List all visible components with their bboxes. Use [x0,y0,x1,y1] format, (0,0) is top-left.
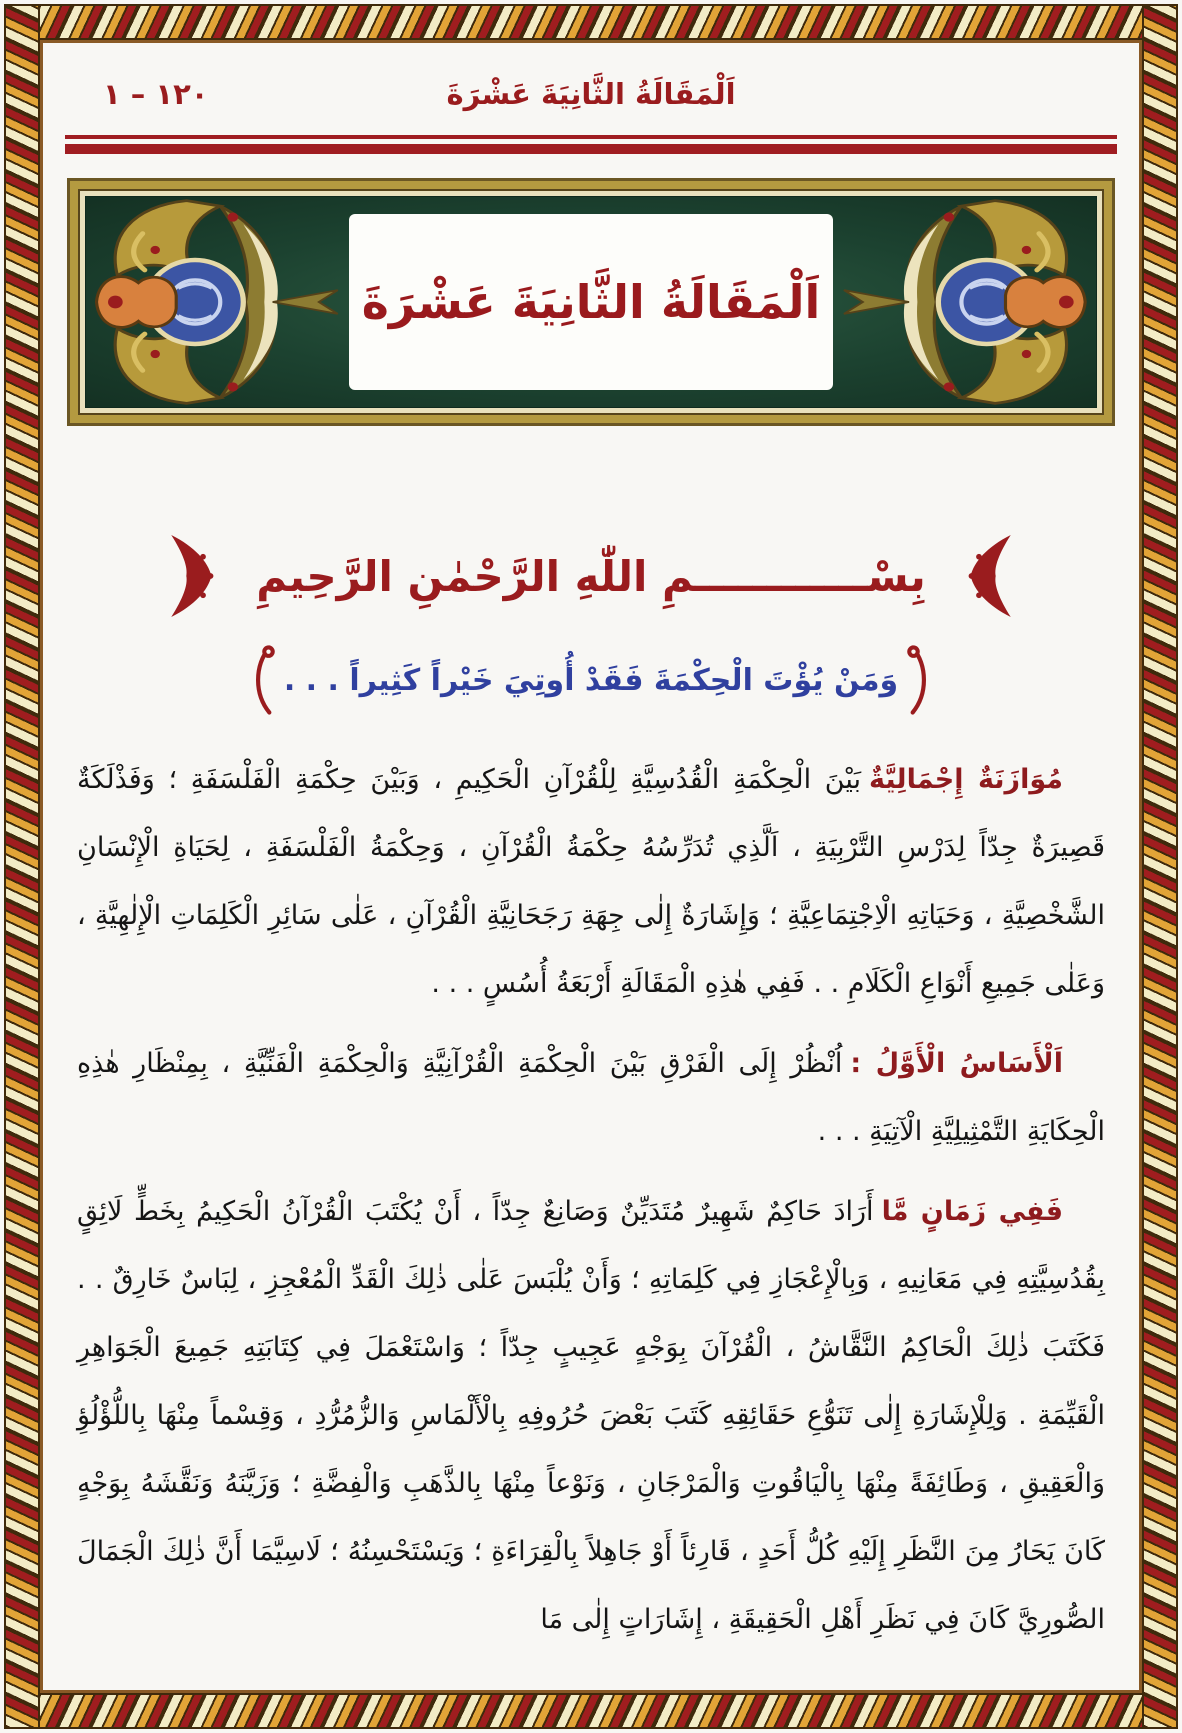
basmala-text: بِسْــــــــــــمِ اللّٰهِ الرَّحْمٰنِ الرَّحِيمِ [256,551,926,601]
paragraph [77,746,1105,1018]
quran-verse [63,644,1119,716]
decorative-border-left [4,4,40,1729]
decorative-border-right [1142,4,1178,1729]
header-rule-thin [65,135,1117,139]
basmala-flourish-left-icon [166,530,220,622]
paragraph-lead: مُوَازَنَةٌ إِجْمَالِيَّةٌ [869,764,1064,795]
arabesque-ornament-right-icon [823,197,1096,407]
chapter-title: اَلْمَقَالَةُ الثَّانِيَةَ عَشْرَةَ [361,275,821,329]
paragraph-lead: فَفِي زَمَانٍ مَّا [881,1196,1063,1227]
page-content [43,43,1139,1690]
paragraph [77,1178,1105,1654]
panel-cream-line [78,189,1104,415]
quran-verse-text: وَمَنْ يُؤْتَ الْحِكْمَةَ فَقَدْ أُوتِيَ خَيْراً كَثِيراً . . . [283,662,899,698]
panel-title-cartouche [349,214,834,390]
page-number: ١٢٠ – ١ [103,77,209,111]
running-title: اَلْمَقَالَةُ الثَّانِيَةَ عَشْرَةَ [446,77,736,111]
decorative-border-top [4,4,1178,40]
basmala [63,530,1119,622]
paragraph-body: اُنْظُرْ إِلَى الْفَرْقِ بَيْنَ الْحِكْمَةِ الْقُرْآنِيَّةِ وَالْحِكْمَةِ الْفَنِّيَّةِ ، بِمِنْظَارِ هٰذِهِ الْحِكَايَةِ التَّمْثِيلِيَّةِ الْآتِيَةِ . . . [77,1048,1105,1147]
panel-gold-frame [67,178,1115,426]
paragraph [77,1030,1105,1166]
chapter-title-panel [67,178,1115,426]
arabesque-ornament-left-icon [86,197,359,407]
quranic-bracket-open-icon [906,644,936,716]
paragraph-body: بَيْنَ الْحِكْمَةِ الْقُدُسِيَّةِ لِلْقُرْآنِ الْحَكِيمِ ، وَبَيْنَ حِكْمَةِ الْفَلْسَفَةِ ؛ وَفَذْلَكَةٌ قَصِيرَةٌ جِدّاً لِدَرْسِ التَّرْبِيَةِ ، اَلَّذِي تُدَرِّسُهُ حِكْمَةُ الْقُرْآنِ ، وَحِكْمَةُ الْفَلْسَفَةِ ، لِحَيَاةِ الْإِنْسَانِ الشَّخْصِيَّةِ ، وَحَيَاتِهِ الْاِجْتِمَاعِيَّةِ ؛ وَإِشَارَةٌ إِلٰى جِهَةِ رَجَحَانِيَّةِ الْقُرْآنِ ، عَلٰى سَائِرِ الْكَلِمَاتِ الْإِلٰهِيَّةِ ، وَعَلٰى جَمِيعِ أَنْوَاعِ الْكَلَامِ . . فَفِي هٰذِهِ الْمَقَالَةِ أَرْبَعَةُ أُسُسٍ . . . [77,764,1105,999]
body-text [63,746,1119,1654]
decorative-border-bottom [4,1693,1178,1729]
header-rule-thick [65,144,1117,154]
basmala-flourish-right-icon [962,530,1016,622]
panel-green-field [85,196,1097,408]
quranic-bracket-close-icon [246,644,276,716]
paragraph-lead: اَلْأَسَاسُ الْأَوَّلُ : [850,1048,1063,1079]
paragraph-body: أَرَادَ حَاكِمٌ شَهِيرٌ مُتَدَيِّنٌ وَصَانِعٌ جِدّاً ، أَنْ يُكْتَبَ الْقُرْآنُ الْحَكِيمُ بِخَطٍّ لَائِقٍ بِقُدُسِيَّتِهِ فِي مَعَانِيهِ ، وَبِالْإِعْجَازِ فِي كَلِمَاتِهِ ؛ وَأَنْ يُلْبَسَ عَلٰى ذٰلِكَ الْقَدِّ الْمُعْجِزِ ، لِبَاسٌ خَارِقٌ . . فَكَتَبَ ذٰلِكَ الْحَاكِمُ النَّقَّاشُ ، الْقُرْآنَ بِوَجْهٍ عَجِيبٍ جِدّاً ؛ وَاسْتَعْمَلَ فِي كِتَابَتِهِ جَمِيعَ الْجَوَاهِرِ الْقَيِّمَةِ . وَلِلْإِشَارَةِ إِلٰى تَنَوُّعِ حَقَائِقِهِ كَتَبَ بَعْضَ حُرُوفِهِ بِالْأَلْمَاسِ وَالزُّمُرُّدِ ، وَقِسْماً مِنْهَا بِاللُّؤْلُؤِ وَالْعَقِيقِ ، وَطَائِفَةً مِنْهَا بِالْيَاقُوتِ وَالْمَرْجَانِ ، وَنَوْعاً مِنْهَا بِالذَّهَبِ وَالْفِضَّةِ ؛ وَزَيَّنَهُ وَنَقَّشَهُ بِوَجْهٍ كَانَ يَحَارُ مِنَ النَّظَرِ إِلَيْهِ كُلُّ أَحَدٍ ، قَارِئاً أَوْ جَاهِلاً بِالْقِرَاءَةِ ؛ وَيَسْتَحْسِنُهُ ؛ لَاسِيَّمَا أَنَّ ذٰلِكَ الْجَمَالَ الصُّورِيَّ كَانَ فِي نَظَرِ أَهْلِ الْحَقِيقَةِ ، إِشَارَاتٍ إِلٰى مَا [77,1196,1105,1635]
page-header [63,69,1119,127]
